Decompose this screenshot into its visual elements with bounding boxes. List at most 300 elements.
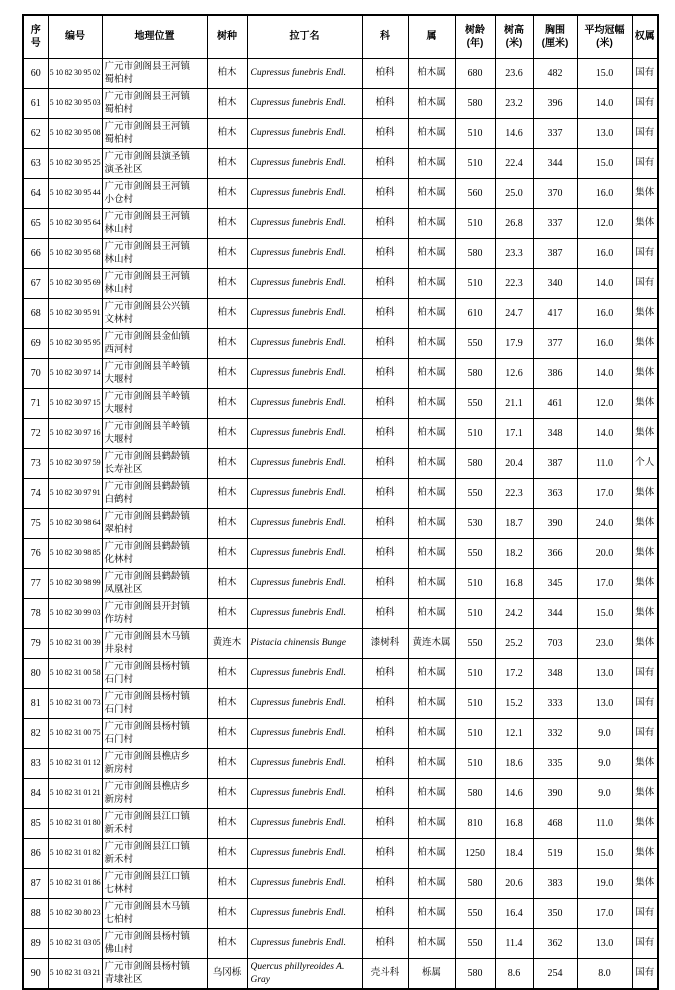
cell-family: 柏科 [362, 329, 408, 359]
cell-code: 5 10 82 30 99 03 [48, 599, 102, 629]
cell-no: 88 [23, 899, 48, 929]
cell-latin: Cupressus funebris Endl. [247, 239, 362, 269]
location-line: 大堰村 [104, 434, 134, 445]
cell-height: 23.2 [495, 89, 533, 119]
cell-crown: 15.0 [577, 149, 632, 179]
cell-species: 柏木 [207, 839, 247, 869]
cell-no: 61 [23, 89, 48, 119]
location-line: 长寿社区 [104, 464, 143, 475]
cell-age: 510 [455, 269, 495, 299]
cell-family: 柏科 [362, 779, 408, 809]
cell-no: 75 [23, 509, 48, 539]
cell-height: 18.2 [495, 539, 533, 569]
cell-age: 510 [455, 659, 495, 689]
cell-no: 60 [23, 59, 48, 89]
table-row [23, 689, 658, 719]
cell-latin: Cupressus funebris Endl. [247, 119, 362, 149]
header-label: 树种 [217, 31, 237, 43]
table-row [23, 779, 658, 809]
cell-crown: 20.0 [577, 539, 632, 569]
cell-genus: 柏木属 [408, 599, 455, 629]
cell-genus: 柏木属 [408, 539, 455, 569]
header-line: (厘米) [541, 38, 569, 49]
location-line: 广元市剑阁县江口镇 [104, 841, 191, 852]
cell-crown: 11.0 [577, 809, 632, 839]
location-line: 白鹤村 [104, 494, 134, 505]
cell-family: 柏科 [362, 59, 408, 89]
cell-species: 柏木 [207, 599, 247, 629]
cell-genus: 柏木属 [408, 179, 455, 209]
cell-girth: 333 [533, 689, 577, 719]
cell-height: 17.1 [495, 419, 533, 449]
table-row [23, 959, 658, 990]
cell-owner: 集体 [632, 209, 658, 239]
cell-owner: 国有 [632, 689, 658, 719]
location-line: 广元市剑阁县公兴镇 [104, 301, 191, 312]
cell-owner: 国有 [632, 119, 658, 149]
location-line: 新房村 [104, 794, 134, 805]
cell-code: 5 10 82 30 95 95 [48, 329, 102, 359]
cell-location [102, 719, 207, 749]
cell-family: 柏科 [362, 149, 408, 179]
cell-location [102, 299, 207, 329]
cell-species: 柏木 [207, 389, 247, 419]
cell-location [102, 539, 207, 569]
cell-crown: 17.0 [577, 899, 632, 929]
cell-location [102, 179, 207, 209]
cell-girth: 461 [533, 389, 577, 419]
cell-girth: 417 [533, 299, 577, 329]
cell-species: 柏木 [207, 719, 247, 749]
cell-code: 5 10 82 31 01 12 [48, 749, 102, 779]
cell-species: 黄连木 [207, 629, 247, 659]
location-line: 林山村 [104, 284, 134, 295]
cell-code: 5 10 82 30 95 64 [48, 209, 102, 239]
cell-genus: 柏木属 [408, 869, 455, 899]
cell-family: 柏科 [362, 449, 408, 479]
cell-latin: Cupressus funebris Endl. [247, 899, 362, 929]
cell-owner: 个人 [632, 449, 658, 479]
cell-location [102, 689, 207, 719]
header-line: (米) [505, 38, 523, 49]
column-header-girth [533, 15, 577, 59]
location-line: 七林村 [104, 884, 134, 895]
cell-family: 柏科 [362, 809, 408, 839]
cell-latin: Cupressus funebris Endl. [247, 449, 362, 479]
cell-family: 柏科 [362, 509, 408, 539]
cell-height: 18.7 [495, 509, 533, 539]
cell-age: 580 [455, 359, 495, 389]
cell-genus: 柏木属 [408, 239, 455, 269]
cell-height: 25.2 [495, 629, 533, 659]
cell-height: 26.8 [495, 209, 533, 239]
cell-no: 89 [23, 929, 48, 959]
cell-family: 柏科 [362, 89, 408, 119]
cell-species: 柏木 [207, 299, 247, 329]
table-row [23, 659, 658, 689]
cell-code: 5 10 82 31 00 58 [48, 659, 102, 689]
cell-age: 550 [455, 389, 495, 419]
cell-code: 5 10 82 31 01 21 [48, 779, 102, 809]
cell-height: 18.6 [495, 749, 533, 779]
cell-age: 510 [455, 719, 495, 749]
location-line: 广元市剑阁县杨村镇 [104, 961, 191, 972]
cell-girth: 390 [533, 779, 577, 809]
cell-species: 柏木 [207, 149, 247, 179]
cell-age: 580 [455, 239, 495, 269]
cell-owner: 集体 [632, 389, 658, 419]
cell-genus: 柏木属 [408, 329, 455, 359]
cell-latin: Cupressus funebris Endl. [247, 749, 362, 779]
cell-code: 5 10 82 31 03 05 [48, 929, 102, 959]
cell-species: 柏木 [207, 419, 247, 449]
cell-latin: Cupressus funebris Endl. [247, 509, 362, 539]
cell-location [102, 629, 207, 659]
cell-no: 72 [23, 419, 48, 449]
cell-crown: 9.0 [577, 749, 632, 779]
cell-location [102, 929, 207, 959]
cell-code: 5 10 82 30 95 08 [48, 119, 102, 149]
cell-genus: 柏木属 [408, 659, 455, 689]
cell-age: 550 [455, 899, 495, 929]
cell-age: 530 [455, 509, 495, 539]
cell-family: 柏科 [362, 389, 408, 419]
table-row [23, 209, 658, 239]
cell-location [102, 479, 207, 509]
cell-no: 80 [23, 659, 48, 689]
cell-age: 510 [455, 119, 495, 149]
cell-owner: 国有 [632, 269, 658, 299]
table-row [23, 449, 658, 479]
cell-owner: 集体 [632, 809, 658, 839]
cell-owner: 集体 [632, 599, 658, 629]
cell-genus: 柏木属 [408, 449, 455, 479]
cell-latin: Cupressus funebris Endl. [247, 359, 362, 389]
cell-family: 柏科 [362, 179, 408, 209]
cell-genus: 柏木属 [408, 749, 455, 779]
table-row [23, 539, 658, 569]
cell-age: 550 [455, 479, 495, 509]
cell-no: 67 [23, 269, 48, 299]
header-line: (米) [596, 38, 613, 49]
cell-code: 5 10 82 30 98 64 [48, 509, 102, 539]
cell-species: 柏木 [207, 239, 247, 269]
location-line: 广元市剑阁县江口镇 [104, 871, 191, 882]
header-line: 序 [30, 24, 41, 36]
cell-owner: 集体 [632, 779, 658, 809]
cell-family: 柏科 [362, 539, 408, 569]
cell-girth: 344 [533, 149, 577, 179]
cell-girth: 337 [533, 209, 577, 239]
cell-no: 64 [23, 179, 48, 209]
cell-code: 5 10 82 31 00 39 [48, 629, 102, 659]
cell-owner: 国有 [632, 659, 658, 689]
header-line: 树高 [504, 24, 524, 36]
location-line: 林山村 [104, 224, 134, 235]
location-line: 广元市剑阁县鹤龄镇 [104, 541, 191, 552]
cell-owner: 集体 [632, 479, 658, 509]
cell-latin: Cupressus funebris Endl. [247, 299, 362, 329]
cell-crown: 13.0 [577, 929, 632, 959]
cell-crown: 16.0 [577, 329, 632, 359]
cell-girth: 335 [533, 749, 577, 779]
cell-height: 22.3 [495, 269, 533, 299]
cell-no: 62 [23, 119, 48, 149]
cell-girth: 366 [533, 539, 577, 569]
cell-genus: 柏木属 [408, 359, 455, 389]
cell-age: 550 [455, 629, 495, 659]
cell-no: 73 [23, 449, 48, 479]
cell-girth: 377 [533, 329, 577, 359]
cell-owner: 国有 [632, 59, 658, 89]
cell-age: 1250 [455, 839, 495, 869]
cell-family: 柏科 [362, 839, 408, 869]
cell-age: 580 [455, 449, 495, 479]
cell-owner: 国有 [632, 929, 658, 959]
cell-owner: 国有 [632, 89, 658, 119]
cell-code: 5 10 82 30 97 91 [48, 479, 102, 509]
cell-girth: 386 [533, 359, 577, 389]
table-row [23, 89, 658, 119]
cell-age: 510 [455, 599, 495, 629]
location-line: 小仓村 [104, 194, 134, 205]
cell-latin: Cupressus funebris Endl. [247, 149, 362, 179]
cell-family: 柏科 [362, 479, 408, 509]
table-row [23, 329, 658, 359]
location-line: 新房村 [104, 764, 134, 775]
cell-age: 550 [455, 329, 495, 359]
cell-code: 5 10 82 30 97 14 [48, 359, 102, 389]
cell-genus: 柏木属 [408, 839, 455, 869]
cell-genus: 柏木属 [408, 389, 455, 419]
cell-owner: 国有 [632, 899, 658, 929]
location-line: 广元市剑阁县木马镇 [104, 901, 191, 912]
location-line: 井泉村 [104, 644, 134, 655]
cell-age: 510 [455, 209, 495, 239]
cell-girth: 254 [533, 959, 577, 990]
cell-species: 柏木 [207, 569, 247, 599]
cell-latin: Cupressus funebris Endl. [247, 719, 362, 749]
cell-crown: 14.0 [577, 89, 632, 119]
cell-species: 柏木 [207, 329, 247, 359]
cell-location [102, 449, 207, 479]
cell-location [102, 959, 207, 990]
table-row [23, 629, 658, 659]
cell-no: 81 [23, 689, 48, 719]
location-line: 新禾村 [104, 854, 134, 865]
location-line: 石门村 [104, 704, 134, 715]
cell-location [102, 239, 207, 269]
cell-genus: 柏木属 [408, 479, 455, 509]
cell-age: 560 [455, 179, 495, 209]
location-line: 广元市剑阁县鹤龄镇 [104, 511, 191, 522]
cell-no: 68 [23, 299, 48, 329]
cell-owner: 国有 [632, 959, 658, 990]
location-line: 蜀柏村 [104, 104, 134, 115]
cell-owner: 国有 [632, 239, 658, 269]
cell-code: 5 10 82 30 95 91 [48, 299, 102, 329]
cell-genus: 柏木属 [408, 59, 455, 89]
table-row [23, 269, 658, 299]
table-row [23, 929, 658, 959]
cell-species: 柏木 [207, 119, 247, 149]
cell-height: 18.4 [495, 839, 533, 869]
cell-crown: 12.0 [577, 389, 632, 419]
cell-owner: 国有 [632, 149, 658, 179]
location-line: 广元市剑阁县江口镇 [104, 811, 191, 822]
cell-owner: 集体 [632, 539, 658, 569]
cell-code: 5 10 82 30 95 69 [48, 269, 102, 299]
cell-genus: 柏木属 [408, 809, 455, 839]
cell-height: 14.6 [495, 119, 533, 149]
cell-crown: 17.0 [577, 569, 632, 599]
cell-age: 610 [455, 299, 495, 329]
cell-height: 22.4 [495, 149, 533, 179]
column-header-owner [632, 15, 658, 59]
cell-no: 71 [23, 389, 48, 419]
location-line: 文林村 [104, 314, 134, 325]
cell-code: 5 10 82 30 97 16 [48, 419, 102, 449]
location-line: 石门村 [104, 734, 134, 745]
cell-no: 69 [23, 329, 48, 359]
location-line: 广元市剑阁县鹤龄镇 [104, 451, 191, 462]
location-line: 广元市剑阁县王河镇 [104, 271, 191, 282]
cell-girth: 519 [533, 839, 577, 869]
table-body [23, 59, 658, 990]
cell-location [102, 839, 207, 869]
cell-species: 柏木 [207, 209, 247, 239]
cell-species: 柏木 [207, 899, 247, 929]
cell-age: 580 [455, 869, 495, 899]
cell-crown: 16.0 [577, 179, 632, 209]
location-line: 广元市剑阁县鹤龄镇 [104, 481, 191, 492]
cell-crown: 13.0 [577, 119, 632, 149]
cell-family: 柏科 [362, 569, 408, 599]
cell-height: 16.8 [495, 809, 533, 839]
cell-crown: 14.0 [577, 269, 632, 299]
cell-crown: 12.0 [577, 209, 632, 239]
cell-species: 柏木 [207, 89, 247, 119]
cell-code: 5 10 82 31 01 86 [48, 869, 102, 899]
cell-latin: Cupressus funebris Endl. [247, 659, 362, 689]
cell-height: 16.8 [495, 569, 533, 599]
cell-latin: Cupressus funebris Endl. [247, 89, 362, 119]
table-row [23, 869, 658, 899]
column-header-location [102, 15, 207, 59]
location-line: 广元市剑阁县开封镇 [104, 601, 191, 612]
cell-girth: 387 [533, 449, 577, 479]
table-row [23, 599, 658, 629]
cell-no: 66 [23, 239, 48, 269]
cell-crown: 8.0 [577, 959, 632, 990]
cell-crown: 24.0 [577, 509, 632, 539]
location-line: 青埭社区 [104, 974, 143, 985]
cell-age: 580 [455, 779, 495, 809]
header-line: 胸围 [545, 24, 565, 36]
location-line: 石门村 [104, 674, 134, 685]
cell-latin: Cupressus funebris Endl. [247, 929, 362, 959]
cell-species: 柏木 [207, 479, 247, 509]
location-line: 七柏村 [104, 914, 134, 925]
cell-crown: 19.0 [577, 869, 632, 899]
cell-latin: Cupressus funebris Endl. [247, 419, 362, 449]
cell-code: 5 10 82 30 98 85 [48, 539, 102, 569]
cell-species: 柏木 [207, 749, 247, 779]
cell-location [102, 389, 207, 419]
cell-height: 17.9 [495, 329, 533, 359]
cell-girth: 332 [533, 719, 577, 749]
cell-genus: 栎属 [408, 959, 455, 990]
cell-girth: 344 [533, 599, 577, 629]
cell-species: 柏木 [207, 269, 247, 299]
table-row [23, 119, 658, 149]
cell-no: 85 [23, 809, 48, 839]
cell-latin: Cupressus funebris Endl. [247, 539, 362, 569]
table-row [23, 59, 658, 89]
cell-location [102, 359, 207, 389]
cell-crown: 15.0 [577, 599, 632, 629]
cell-height: 14.6 [495, 779, 533, 809]
cell-no: 79 [23, 629, 48, 659]
cell-girth: 348 [533, 659, 577, 689]
location-line: 广元市剑阁县王河镇 [104, 61, 191, 72]
table-row [23, 809, 658, 839]
location-line: 广元市剑阁县王河镇 [104, 91, 191, 102]
table-row [23, 899, 658, 929]
column-header-species [207, 15, 247, 59]
cell-age: 550 [455, 929, 495, 959]
cell-family: 柏科 [362, 119, 408, 149]
cell-latin: Cupressus funebris Endl. [247, 329, 362, 359]
location-line: 蜀柏村 [104, 74, 134, 85]
table-row [23, 179, 658, 209]
location-line: 广元市剑阁县羊岭镇 [104, 391, 191, 402]
cell-no: 78 [23, 599, 48, 629]
cell-code: 5 10 82 30 97 59 [48, 449, 102, 479]
cell-girth: 396 [533, 89, 577, 119]
ancient-tree-table [22, 14, 659, 990]
cell-latin: Cupressus funebris Endl. [247, 599, 362, 629]
cell-family: 壳斗科 [362, 959, 408, 990]
cell-height: 23.3 [495, 239, 533, 269]
cell-age: 580 [455, 89, 495, 119]
location-line: 广元市剑阁县杨村镇 [104, 931, 191, 942]
cell-species: 柏木 [207, 509, 247, 539]
cell-location [102, 569, 207, 599]
table-row [23, 719, 658, 749]
cell-height: 20.6 [495, 869, 533, 899]
cell-family: 柏科 [362, 719, 408, 749]
cell-code: 5 10 82 31 00 73 [48, 689, 102, 719]
cell-owner: 集体 [632, 509, 658, 539]
cell-age: 680 [455, 59, 495, 89]
table-row [23, 749, 658, 779]
cell-crown: 14.0 [577, 419, 632, 449]
cell-genus: 柏木属 [408, 899, 455, 929]
cell-height: 22.3 [495, 479, 533, 509]
table-row [23, 299, 658, 329]
cell-species: 柏木 [207, 869, 247, 899]
location-line: 广元市剑阁县羊岭镇 [104, 361, 191, 372]
cell-owner: 集体 [632, 299, 658, 329]
cell-code: 5 10 82 31 00 75 [48, 719, 102, 749]
cell-species: 柏木 [207, 179, 247, 209]
header-label: 属 [426, 31, 437, 43]
table-row [23, 479, 658, 509]
cell-no: 86 [23, 839, 48, 869]
cell-family: 柏科 [362, 659, 408, 689]
location-line: 西河村 [104, 344, 134, 355]
